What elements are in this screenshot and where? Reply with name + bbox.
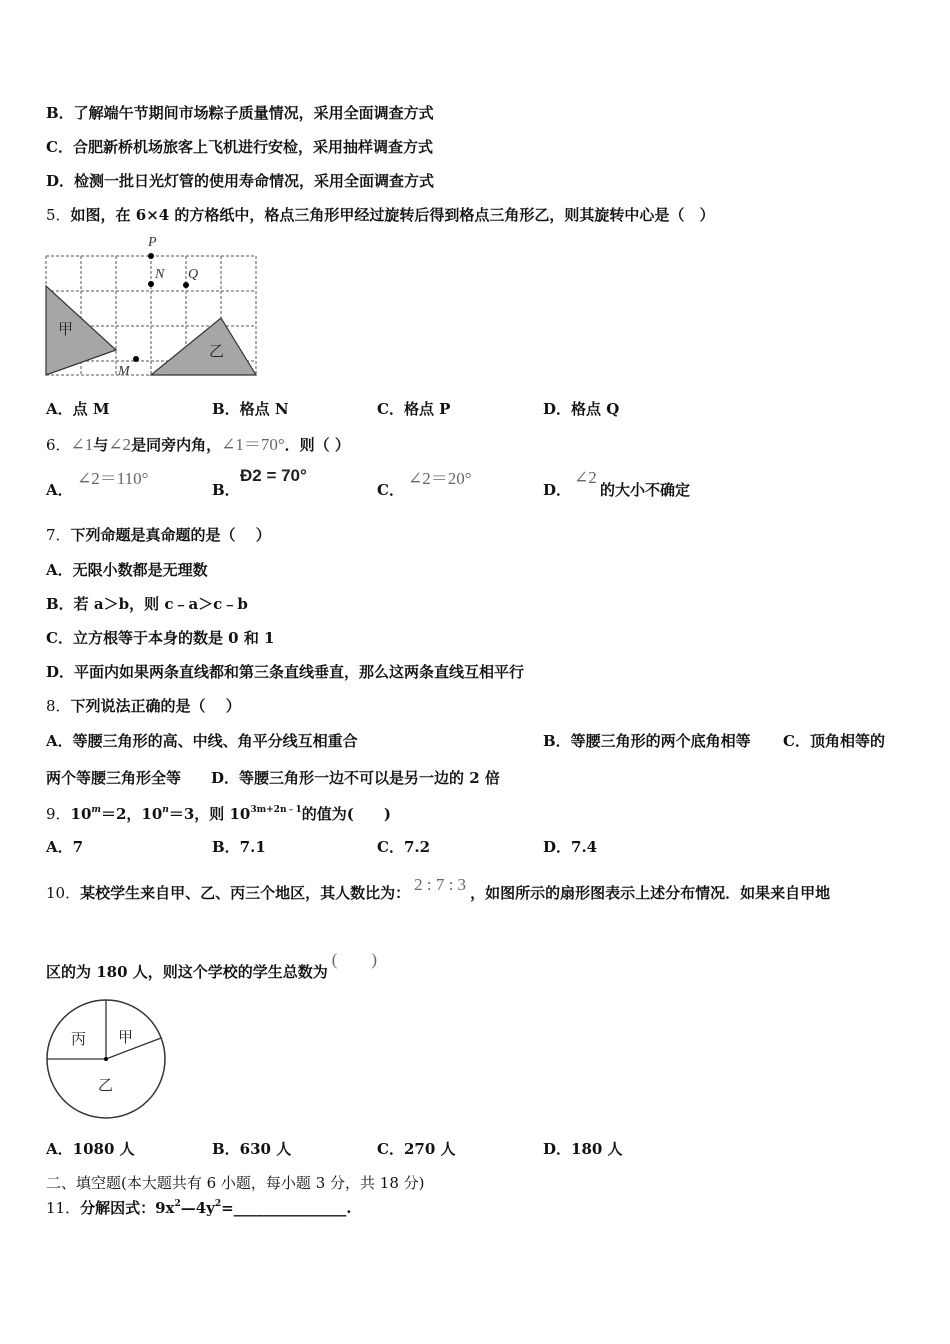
q4-option-d: D．检测一批日光灯管的使用寿命情况，采用全面调查方式 <box>46 172 435 190</box>
q6-option-c-label: C． <box>377 481 404 499</box>
q6-stem-end: ．则（ ） <box>284 436 350 454</box>
point-q <box>183 282 189 288</box>
q9-option-b: B．7.1 <box>212 838 266 856</box>
pie-label-yi: 乙 <box>98 1078 114 1094</box>
q8-option-a: A．等腰三角形的高、中线、角平分线互相重合 <box>46 732 358 750</box>
q9-number: 9． <box>46 805 71 823</box>
q7-option-d: D．平面内如果两条直线都和第三条直线垂直，那么这两条直线互相平行 <box>46 663 525 681</box>
q6-number: 6． <box>46 436 71 454</box>
label-m: M <box>118 364 130 379</box>
q6-option-d-math: ∠2 <box>574 468 597 487</box>
q9-part3: ＝3，则 10 <box>168 805 251 823</box>
q10-paren: ( ) <box>331 950 378 969</box>
q9-part1: 10 <box>70 805 92 823</box>
q10-stem-b: ，如图所示的扇形图表示上述分布情况．如果来自甲地 <box>470 884 831 902</box>
q11-stem <box>46 1197 351 1218</box>
q7-number: 7． <box>46 526 71 544</box>
label-yi: 乙 <box>209 344 225 360</box>
q6-and: 与 <box>93 436 109 454</box>
q11-mid: —4y <box>180 1199 215 1217</box>
q10-number: 10． <box>46 884 81 902</box>
point-m <box>133 356 139 362</box>
q11-end: =_______________. <box>221 1199 352 1217</box>
q10-option-b: B．630 人 <box>212 1140 292 1158</box>
q5-text: 如图，在 6×4 的方格纸中，格点三角形甲经过旋转后得到格点三角形乙，则其旋转中心是（ ） <box>70 206 715 224</box>
q6-option-b-label: B． <box>212 481 240 499</box>
q10-pie-chart <box>42 998 172 1122</box>
q7-option-c: C．立方根等于本身的数是 0 和 1 <box>46 629 275 647</box>
q8-option-c-end: 两个等腰三角形全等 <box>46 769 182 787</box>
q10-stem-a: 某校学生来自甲、乙、丙三个地区，其人数比为： <box>80 884 411 902</box>
q9-option-c: C．7.2 <box>377 838 431 856</box>
q8-number: 8． <box>46 697 71 715</box>
point-p <box>148 253 154 259</box>
q11-number: 11． <box>46 1199 81 1217</box>
q9-part2: ＝2，10 <box>100 805 163 823</box>
pie-center <box>104 1057 108 1061</box>
q11-text: 分解因式：9x <box>80 1199 175 1217</box>
q4-option-c: C．合肥新桥机场旅客上飞机进行安检，采用抽样调查方式 <box>46 138 433 156</box>
q10-option-a: A．1080 人 <box>46 1140 135 1158</box>
q7-option-a: A．无限小数都是无理数 <box>46 561 208 579</box>
q5-stem <box>46 204 714 225</box>
q10-stem-line2 <box>46 950 378 982</box>
q9-sup-m: m <box>91 805 101 815</box>
label-n: N <box>155 267 165 282</box>
q6-option-d-text: 的大小不确定 <box>600 481 691 499</box>
q4-option-b: B．了解端午节期间市场粽子质量情况，采用全面调查方式 <box>46 104 434 122</box>
q10-stem-c: 区的为 180 人，则这个学校的学生总数为 <box>46 963 328 981</box>
q5-option-d: D．格点 Q <box>543 400 620 418</box>
q9-part4: 的值为( ) <box>301 805 391 823</box>
label-q: Q <box>188 267 199 282</box>
q6-angle2: ∠2 <box>108 435 132 454</box>
q8-stem <box>46 695 241 716</box>
q6-stem-mid: 是同旁内角， <box>131 436 222 454</box>
q9-option-a: A．7 <box>46 838 84 856</box>
q8-option-d: D．等腰三角形一边不可以是另一边的 2 倍 <box>211 769 500 787</box>
q11-sup2: 2 <box>214 1199 222 1209</box>
q6-option-a-math: ∠2＝110° <box>77 469 149 488</box>
q9-stem <box>46 802 391 824</box>
q6-option-d-label: D． <box>543 481 572 499</box>
label-p: P <box>148 235 157 250</box>
q7-option-b: B．若 a＞b，则 c﹣a＞c﹣b <box>46 595 248 613</box>
q5-option-b: B．格点 N <box>212 400 289 418</box>
q6-angle1: ∠1 <box>70 435 94 454</box>
label-jia: 甲 <box>58 322 74 338</box>
q7-text: 下列命题是真命题的是（ ） <box>70 526 271 544</box>
triangle-jia <box>46 286 116 375</box>
q5-grid-figure <box>40 230 265 380</box>
q11-sup1: 2 <box>174 1199 181 1209</box>
q6-stem <box>46 430 350 455</box>
q5-option-a: A．点 M <box>46 400 110 418</box>
triangle-yi <box>151 318 256 375</box>
q8-option-c-start: C．顶角相等的 <box>783 732 885 750</box>
q7-stem <box>46 524 271 545</box>
q9-sup-exp: 3m+2n﹣1 <box>250 805 302 815</box>
point-n <box>148 281 154 287</box>
q10-ratio: 2 : 7 : 3 <box>414 875 467 894</box>
q6-option-c-math: ∠2＝20° <box>408 469 472 488</box>
section-2-heading: 二、填空题(本大题共有 6 小题，每小题 3 分，共 18 分) <box>46 1174 425 1192</box>
q6-option-a-label: A． <box>46 481 73 499</box>
q6-option-b-math: Ð2 = 70° <box>240 466 307 485</box>
q10-option-c: C．270 人 <box>377 1140 456 1158</box>
pie-label-jia: 甲 <box>118 1030 134 1046</box>
q5-number: 5． <box>46 206 71 224</box>
q9-option-d: D．7.4 <box>543 838 598 856</box>
q10-option-d: D．180 人 <box>543 1140 623 1158</box>
q10-stem-line1 <box>46 875 831 903</box>
q8-text: 下列说法正确的是（ ） <box>70 697 241 715</box>
q9-sup-n: n <box>162 805 169 815</box>
q6-given: ∠1＝70° <box>221 435 285 454</box>
q8-option-b: B．等腰三角形的两个底角相等 <box>543 732 751 750</box>
q5-option-c: C．格点 P <box>377 400 451 418</box>
pie-label-bing: 丙 <box>71 1032 87 1048</box>
